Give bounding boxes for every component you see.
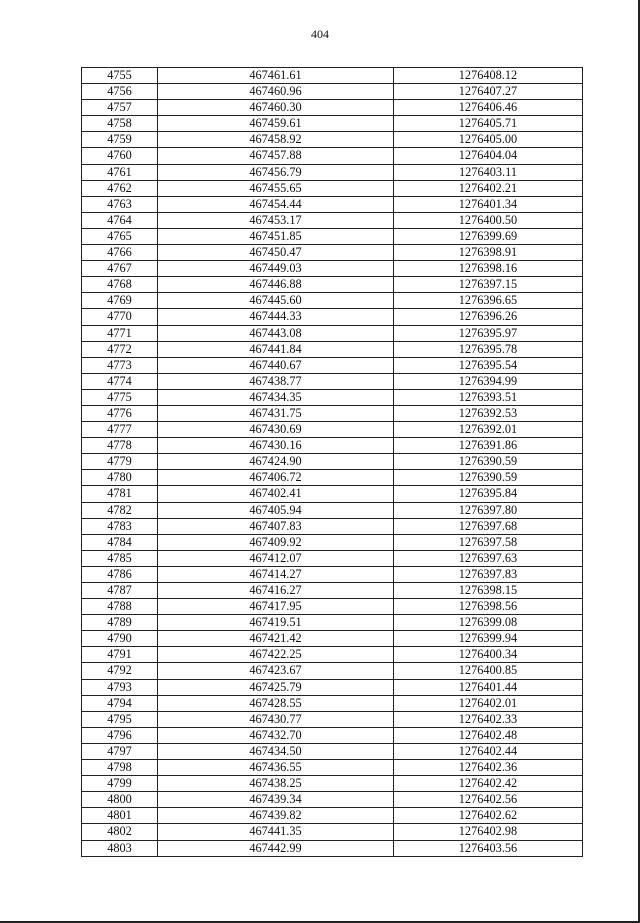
table-row xyxy=(82,373,583,389)
point-number-cell: 4778 xyxy=(82,438,158,454)
table-row xyxy=(82,808,583,824)
y-coordinate-cell: 1276400.85 xyxy=(394,663,583,679)
table-row xyxy=(82,389,583,405)
y-coordinate-cell: 1276397.83 xyxy=(394,566,583,582)
table-row xyxy=(82,309,583,325)
point-number-cell: 4776 xyxy=(82,405,158,421)
y-coordinate-cell: 1276393.51 xyxy=(394,389,583,405)
x-coordinate-cell: 467444.33 xyxy=(158,309,394,325)
x-coordinate-cell: 467449.03 xyxy=(158,261,394,277)
y-coordinate-cell: 1276398.56 xyxy=(394,599,583,615)
x-coordinate-cell: 467439.34 xyxy=(158,792,394,808)
table-row xyxy=(82,422,583,438)
x-coordinate-cell: 467432.70 xyxy=(158,727,394,743)
y-coordinate-cell: 1276396.26 xyxy=(394,309,583,325)
table-row xyxy=(82,470,583,486)
table-row xyxy=(82,132,583,148)
x-coordinate-cell: 467445.60 xyxy=(158,293,394,309)
x-coordinate-cell: 467461.61 xyxy=(158,68,394,84)
y-coordinate-cell: 1276392.53 xyxy=(394,405,583,421)
table-row xyxy=(82,100,583,116)
x-coordinate-cell: 467446.88 xyxy=(158,277,394,293)
point-number-cell: 4790 xyxy=(82,631,158,647)
y-coordinate-cell: 1276408.12 xyxy=(394,68,583,84)
point-number-cell: 4774 xyxy=(82,373,158,389)
y-coordinate-cell: 1276399.94 xyxy=(394,631,583,647)
point-number-cell: 4771 xyxy=(82,325,158,341)
x-coordinate-cell: 467460.30 xyxy=(158,100,394,116)
x-coordinate-cell: 467412.07 xyxy=(158,550,394,566)
x-coordinate-cell: 467450.47 xyxy=(158,245,394,261)
table-row xyxy=(82,164,583,180)
table-row xyxy=(82,776,583,792)
table-row xyxy=(82,357,583,373)
point-number-cell: 4800 xyxy=(82,792,158,808)
x-coordinate-cell: 467417.95 xyxy=(158,599,394,615)
point-number-cell: 4762 xyxy=(82,180,158,196)
x-coordinate-cell: 467454.44 xyxy=(158,196,394,212)
y-coordinate-cell: 1276402.62 xyxy=(394,808,583,824)
y-coordinate-cell: 1276399.69 xyxy=(394,228,583,244)
point-number-cell: 4760 xyxy=(82,148,158,164)
y-coordinate-cell: 1276398.15 xyxy=(394,583,583,599)
y-coordinate-cell: 1276401.34 xyxy=(394,196,583,212)
table-row xyxy=(82,68,583,84)
y-coordinate-cell: 1276398.16 xyxy=(394,261,583,277)
table-row xyxy=(82,550,583,566)
point-number-cell: 4766 xyxy=(82,245,158,261)
y-coordinate-cell: 1276397.63 xyxy=(394,550,583,566)
x-coordinate-cell: 467421.42 xyxy=(158,631,394,647)
y-coordinate-cell: 1276402.48 xyxy=(394,727,583,743)
y-coordinate-cell: 1276405.00 xyxy=(394,132,583,148)
x-coordinate-cell: 467409.92 xyxy=(158,534,394,550)
point-number-cell: 4759 xyxy=(82,132,158,148)
table-row xyxy=(82,760,583,776)
y-coordinate-cell: 1276390.59 xyxy=(394,470,583,486)
point-number-cell: 4755 xyxy=(82,68,158,84)
y-coordinate-cell: 1276399.08 xyxy=(394,615,583,631)
x-coordinate-cell: 467430.16 xyxy=(158,438,394,454)
x-coordinate-cell: 467441.84 xyxy=(158,341,394,357)
table-row xyxy=(82,518,583,534)
y-coordinate-cell: 1276400.50 xyxy=(394,212,583,228)
y-coordinate-cell: 1276402.44 xyxy=(394,743,583,759)
x-coordinate-cell: 467407.83 xyxy=(158,518,394,534)
point-number-cell: 4773 xyxy=(82,357,158,373)
y-coordinate-cell: 1276402.42 xyxy=(394,776,583,792)
table-row xyxy=(82,228,583,244)
point-number-cell: 4779 xyxy=(82,454,158,470)
point-number-cell: 4772 xyxy=(82,341,158,357)
point-number-cell: 4787 xyxy=(82,583,158,599)
point-number-cell: 4775 xyxy=(82,389,158,405)
point-number-cell: 4789 xyxy=(82,615,158,631)
table-row xyxy=(82,824,583,840)
table-row xyxy=(82,695,583,711)
table-row xyxy=(82,840,583,856)
table-row xyxy=(82,180,583,196)
x-coordinate-cell: 467414.27 xyxy=(158,566,394,582)
x-coordinate-cell: 467405.94 xyxy=(158,502,394,518)
x-coordinate-cell: 467428.55 xyxy=(158,695,394,711)
point-number-cell: 4763 xyxy=(82,196,158,212)
point-number-cell: 4781 xyxy=(82,486,158,502)
y-coordinate-cell: 1276397.68 xyxy=(394,518,583,534)
table-row xyxy=(82,148,583,164)
point-number-cell: 4756 xyxy=(82,84,158,100)
table-row xyxy=(82,663,583,679)
x-coordinate-cell: 467416.27 xyxy=(158,583,394,599)
point-number-cell: 4793 xyxy=(82,679,158,695)
y-coordinate-cell: 1276402.36 xyxy=(394,760,583,776)
y-coordinate-cell: 1276397.80 xyxy=(394,502,583,518)
point-number-cell: 4768 xyxy=(82,277,158,293)
x-coordinate-cell: 467453.17 xyxy=(158,212,394,228)
y-coordinate-cell: 1276394.99 xyxy=(394,373,583,389)
point-number-cell: 4797 xyxy=(82,743,158,759)
x-coordinate-cell: 467434.35 xyxy=(158,389,394,405)
point-number-cell: 4777 xyxy=(82,422,158,438)
x-coordinate-cell: 467425.79 xyxy=(158,679,394,695)
x-coordinate-cell: 467441.35 xyxy=(158,824,394,840)
y-coordinate-cell: 1276395.97 xyxy=(394,325,583,341)
y-coordinate-cell: 1276392.01 xyxy=(394,422,583,438)
table-row xyxy=(82,84,583,100)
y-coordinate-cell: 1276403.11 xyxy=(394,164,583,180)
table-row xyxy=(82,711,583,727)
table-row xyxy=(82,631,583,647)
x-coordinate-cell: 467423.67 xyxy=(158,663,394,679)
point-number-cell: 4803 xyxy=(82,840,158,856)
y-coordinate-cell: 1276400.34 xyxy=(394,647,583,663)
table-row xyxy=(82,405,583,421)
x-coordinate-cell: 467451.85 xyxy=(158,228,394,244)
table-row xyxy=(82,261,583,277)
y-coordinate-cell: 1276402.33 xyxy=(394,711,583,727)
point-number-cell: 4765 xyxy=(82,228,158,244)
point-number-cell: 4795 xyxy=(82,711,158,727)
point-number-cell: 4770 xyxy=(82,309,158,325)
y-coordinate-cell: 1276397.15 xyxy=(394,277,583,293)
point-number-cell: 4783 xyxy=(82,518,158,534)
x-coordinate-cell: 467430.77 xyxy=(158,711,394,727)
y-coordinate-cell: 1276404.04 xyxy=(394,148,583,164)
table-row xyxy=(82,615,583,631)
y-coordinate-cell: 1276402.21 xyxy=(394,180,583,196)
point-number-cell: 4780 xyxy=(82,470,158,486)
point-number-cell: 4796 xyxy=(82,727,158,743)
x-coordinate-cell: 467455.65 xyxy=(158,180,394,196)
point-number-cell: 4788 xyxy=(82,599,158,615)
table-row xyxy=(82,116,583,132)
table-row xyxy=(82,647,583,663)
point-number-cell: 4757 xyxy=(82,100,158,116)
point-number-cell: 4769 xyxy=(82,293,158,309)
table-row xyxy=(82,679,583,695)
y-coordinate-cell: 1276397.58 xyxy=(394,534,583,550)
x-coordinate-cell: 467459.61 xyxy=(158,116,394,132)
point-number-cell: 4792 xyxy=(82,663,158,679)
y-coordinate-cell: 1276398.91 xyxy=(394,245,583,261)
x-coordinate-cell: 467457.88 xyxy=(158,148,394,164)
table-row xyxy=(82,502,583,518)
x-coordinate-cell: 467434.50 xyxy=(158,743,394,759)
x-coordinate-cell: 467402.41 xyxy=(158,486,394,502)
point-number-cell: 4786 xyxy=(82,566,158,582)
table-row xyxy=(82,438,583,454)
x-coordinate-cell: 467456.79 xyxy=(158,164,394,180)
point-number-cell: 4784 xyxy=(82,534,158,550)
x-coordinate-cell: 467430.69 xyxy=(158,422,394,438)
table-row xyxy=(82,245,583,261)
x-coordinate-cell: 467443.08 xyxy=(158,325,394,341)
table-row xyxy=(82,325,583,341)
table-row xyxy=(82,727,583,743)
table-row xyxy=(82,341,583,357)
table-row xyxy=(82,293,583,309)
x-coordinate-cell: 467436.55 xyxy=(158,760,394,776)
y-coordinate-cell: 1276395.84 xyxy=(394,486,583,502)
point-number-cell: 4791 xyxy=(82,647,158,663)
y-coordinate-cell: 1276396.65 xyxy=(394,293,583,309)
x-coordinate-cell: 467438.77 xyxy=(158,373,394,389)
y-coordinate-cell: 1276402.98 xyxy=(394,824,583,840)
x-coordinate-cell: 467458.92 xyxy=(158,132,394,148)
y-coordinate-cell: 1276407.27 xyxy=(394,84,583,100)
page-number: 404 xyxy=(311,27,329,41)
table-row xyxy=(82,277,583,293)
point-number-cell: 4782 xyxy=(82,502,158,518)
point-number-cell: 4802 xyxy=(82,824,158,840)
x-coordinate-cell: 467439.82 xyxy=(158,808,394,824)
table-row xyxy=(82,212,583,228)
x-coordinate-cell: 467419.51 xyxy=(158,615,394,631)
y-coordinate-cell: 1276395.78 xyxy=(394,341,583,357)
x-coordinate-cell: 467431.75 xyxy=(158,405,394,421)
table-row xyxy=(82,599,583,615)
x-coordinate-cell: 467406.72 xyxy=(158,470,394,486)
x-coordinate-cell: 467422.25 xyxy=(158,647,394,663)
y-coordinate-cell: 1276401.44 xyxy=(394,679,583,695)
point-number-cell: 4799 xyxy=(82,776,158,792)
coordinate-table-body xyxy=(82,68,583,857)
x-coordinate-cell: 467442.99 xyxy=(158,840,394,856)
table-row xyxy=(82,583,583,599)
y-coordinate-cell: 1276402.56 xyxy=(394,792,583,808)
point-number-cell: 4767 xyxy=(82,261,158,277)
table-row xyxy=(82,196,583,212)
table-row xyxy=(82,566,583,582)
point-number-cell: 4785 xyxy=(82,550,158,566)
table-row xyxy=(82,454,583,470)
y-coordinate-cell: 1276406.46 xyxy=(394,100,583,116)
y-coordinate-cell: 1276402.01 xyxy=(394,695,583,711)
x-coordinate-cell: 467460.96 xyxy=(158,84,394,100)
x-coordinate-cell: 467424.90 xyxy=(158,454,394,470)
point-number-cell: 4761 xyxy=(82,164,158,180)
y-coordinate-cell: 1276391.86 xyxy=(394,438,583,454)
point-number-cell: 4801 xyxy=(82,808,158,824)
point-number-cell: 4798 xyxy=(82,760,158,776)
y-coordinate-cell: 1276395.54 xyxy=(394,357,583,373)
x-coordinate-cell: 467440.67 xyxy=(158,357,394,373)
coordinate-table xyxy=(81,67,583,857)
y-coordinate-cell: 1276405.71 xyxy=(394,116,583,132)
y-coordinate-cell: 1276403.56 xyxy=(394,840,583,856)
point-number-cell: 4764 xyxy=(82,212,158,228)
point-number-cell: 4758 xyxy=(82,116,158,132)
x-coordinate-cell: 467438.25 xyxy=(158,776,394,792)
table-row xyxy=(82,792,583,808)
y-coordinate-cell: 1276390.59 xyxy=(394,454,583,470)
point-number-cell: 4794 xyxy=(82,695,158,711)
table-row xyxy=(82,534,583,550)
table-row xyxy=(82,486,583,502)
table-row xyxy=(82,743,583,759)
